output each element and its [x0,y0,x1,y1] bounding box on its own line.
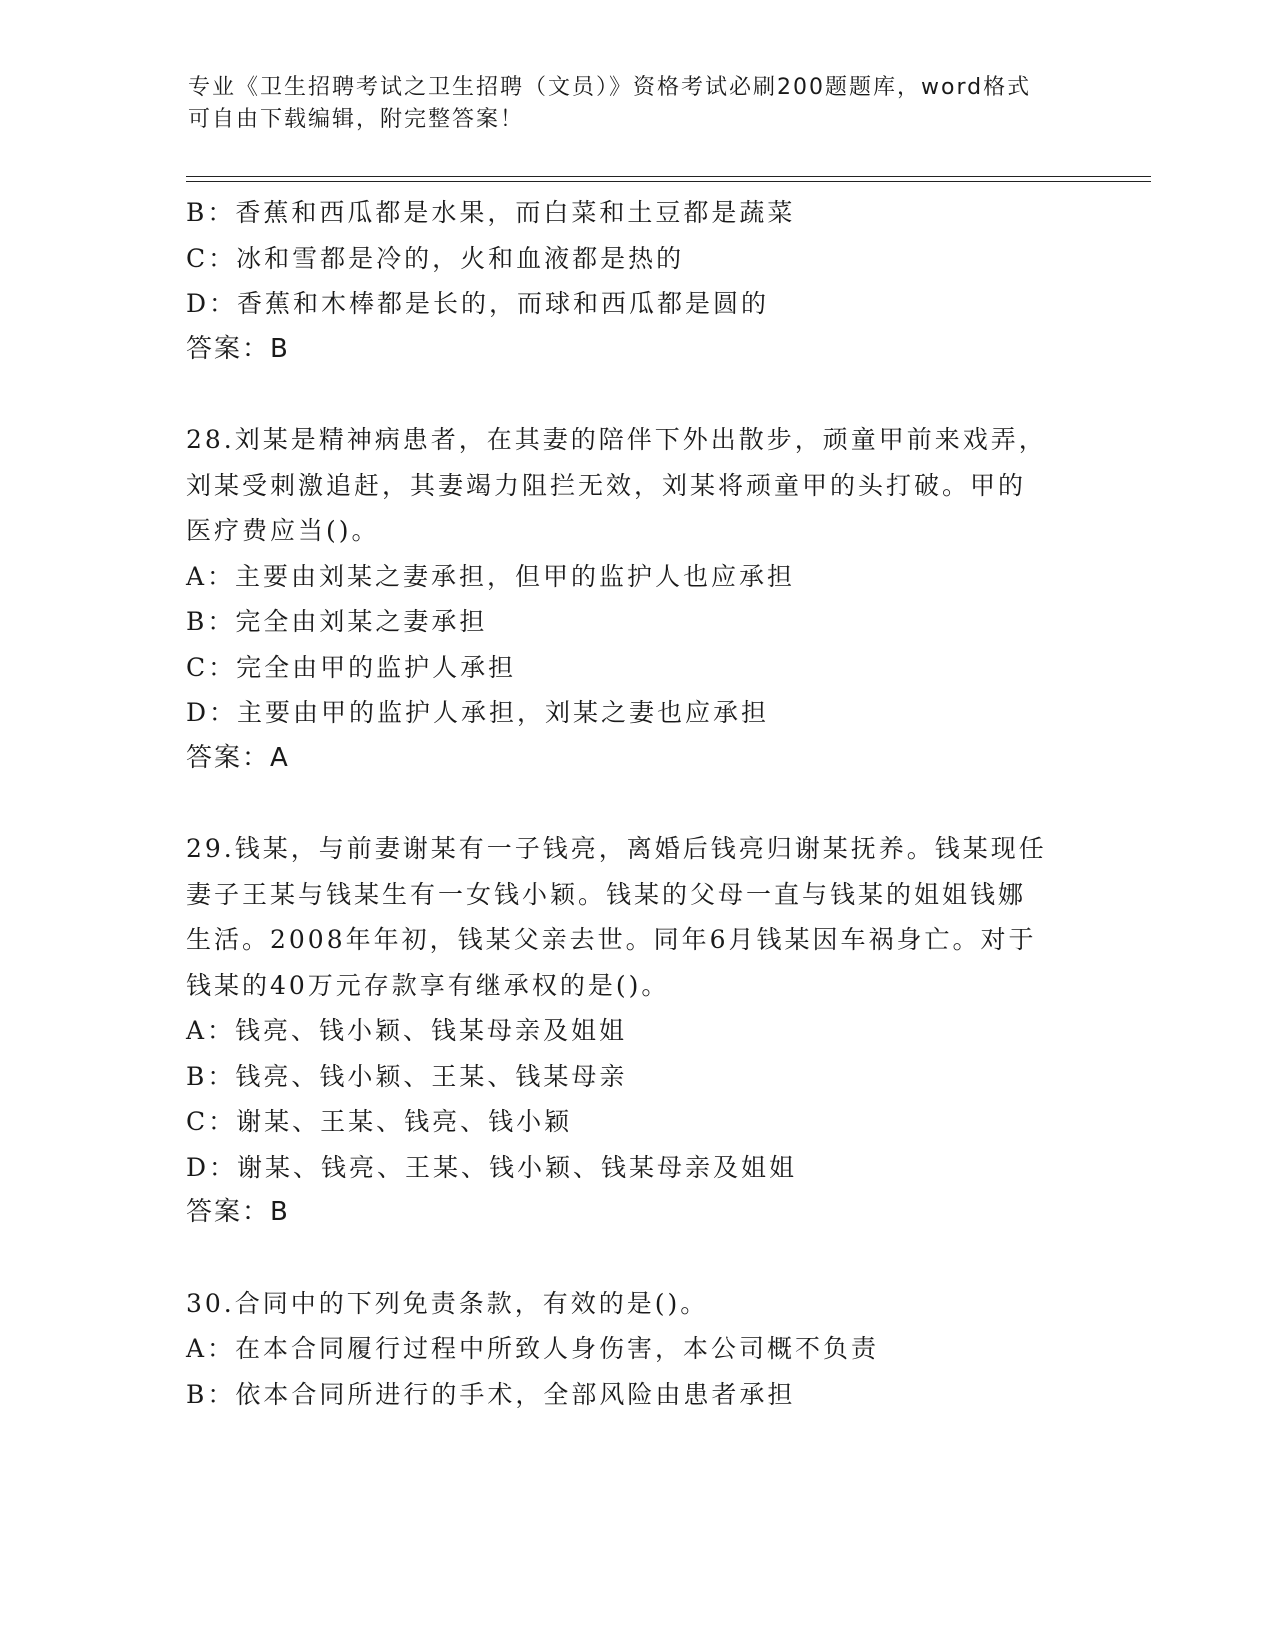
answer-line: 答案：B [186,333,290,364]
option-a: A：在本合同履行过程中所致人身伤害，本公司概不负责 [186,1334,880,1363]
question-29 [186,826,1086,1236]
option-c: C：完全由甲的监护人承担 [186,652,517,682]
answer-line: 答案：B [186,1197,290,1227]
question-30 [186,1281,1086,1418]
option-c: C：谢某、王某、钱亮、钱小颖 [186,1107,573,1136]
option-d: D：主要由甲的监护人承担，刘某之妻也应承担 [186,698,770,727]
answer-line: 答案：A [186,742,290,773]
question-stem-line: 30.合同中的下列免责条款，有效的是()。 [186,1288,709,1318]
option-d: D：谢某、钱亮、王某、钱小颖、钱某母亲及姐姐 [186,1152,798,1182]
question-27-tail [186,190,1086,372]
option-a: A：钱亮、钱小颖、钱某母亲及姐姐 [186,1016,628,1045]
question-stem-line: 刘某受刺激追赶，其妻竭力阻拦无效，刘某将顽童甲的头打破。甲的 [186,470,1027,500]
question-28 [186,417,1086,781]
question-stem-line: 生活。2008年年初，钱某父亲去世。同年6月钱某因车祸身亡。对于 [186,925,1037,954]
header-line-1: 专业《卫生招聘考试之卫生招聘（文员）》资格考试必刷200题题库，word格式 [188,75,1032,100]
option-b: B：钱亮、钱小颖、王某、钱某母亲 [186,1061,628,1091]
option-c: C：冰和雪都是冷的，火和血液都是热的 [186,243,685,273]
option-b: B：依本合同所进行的手术，全部风险由患者承担 [186,1379,796,1409]
question-stem-line: 医疗费应当()。 [186,516,380,545]
question-stem-line: 妻子王某与钱某生有一女钱小颖。钱某的父母一直与钱某的姐姐钱娜 [186,879,1027,909]
question-stem-line: 29.钱某，与前妻谢某有一子钱亮，离婚后钱亮归谢某抚养。钱某现任 [186,834,1047,863]
spacer [186,781,1086,826]
spacer [186,372,1086,417]
header-line-2: 可自由下载编辑，附完整答案！ [188,107,525,132]
option-d: D：香蕉和木棒都是长的，而球和西瓜都是圆的 [186,289,770,318]
header-divider-bottom [186,181,1151,182]
question-stem-line: 28.刘某是精神病患者，在其妻的陪伴下外出散步，顽童甲前来戏弄， [186,425,1047,454]
option-b: B：香蕉和西瓜都是水果，而白菜和土豆都是蔬菜 [186,198,796,227]
document-body [186,190,1086,1417]
spacer [186,1236,1086,1281]
option-b: B：完全由刘某之妻承担 [186,607,488,636]
option-a: A：主要由刘某之妻承担，但甲的监护人也应承担 [186,561,796,591]
header-divider-top [186,176,1151,177]
document-header [188,72,1088,136]
question-stem-line: 钱某的40万元存款享有继承权的是()。 [186,970,670,1000]
